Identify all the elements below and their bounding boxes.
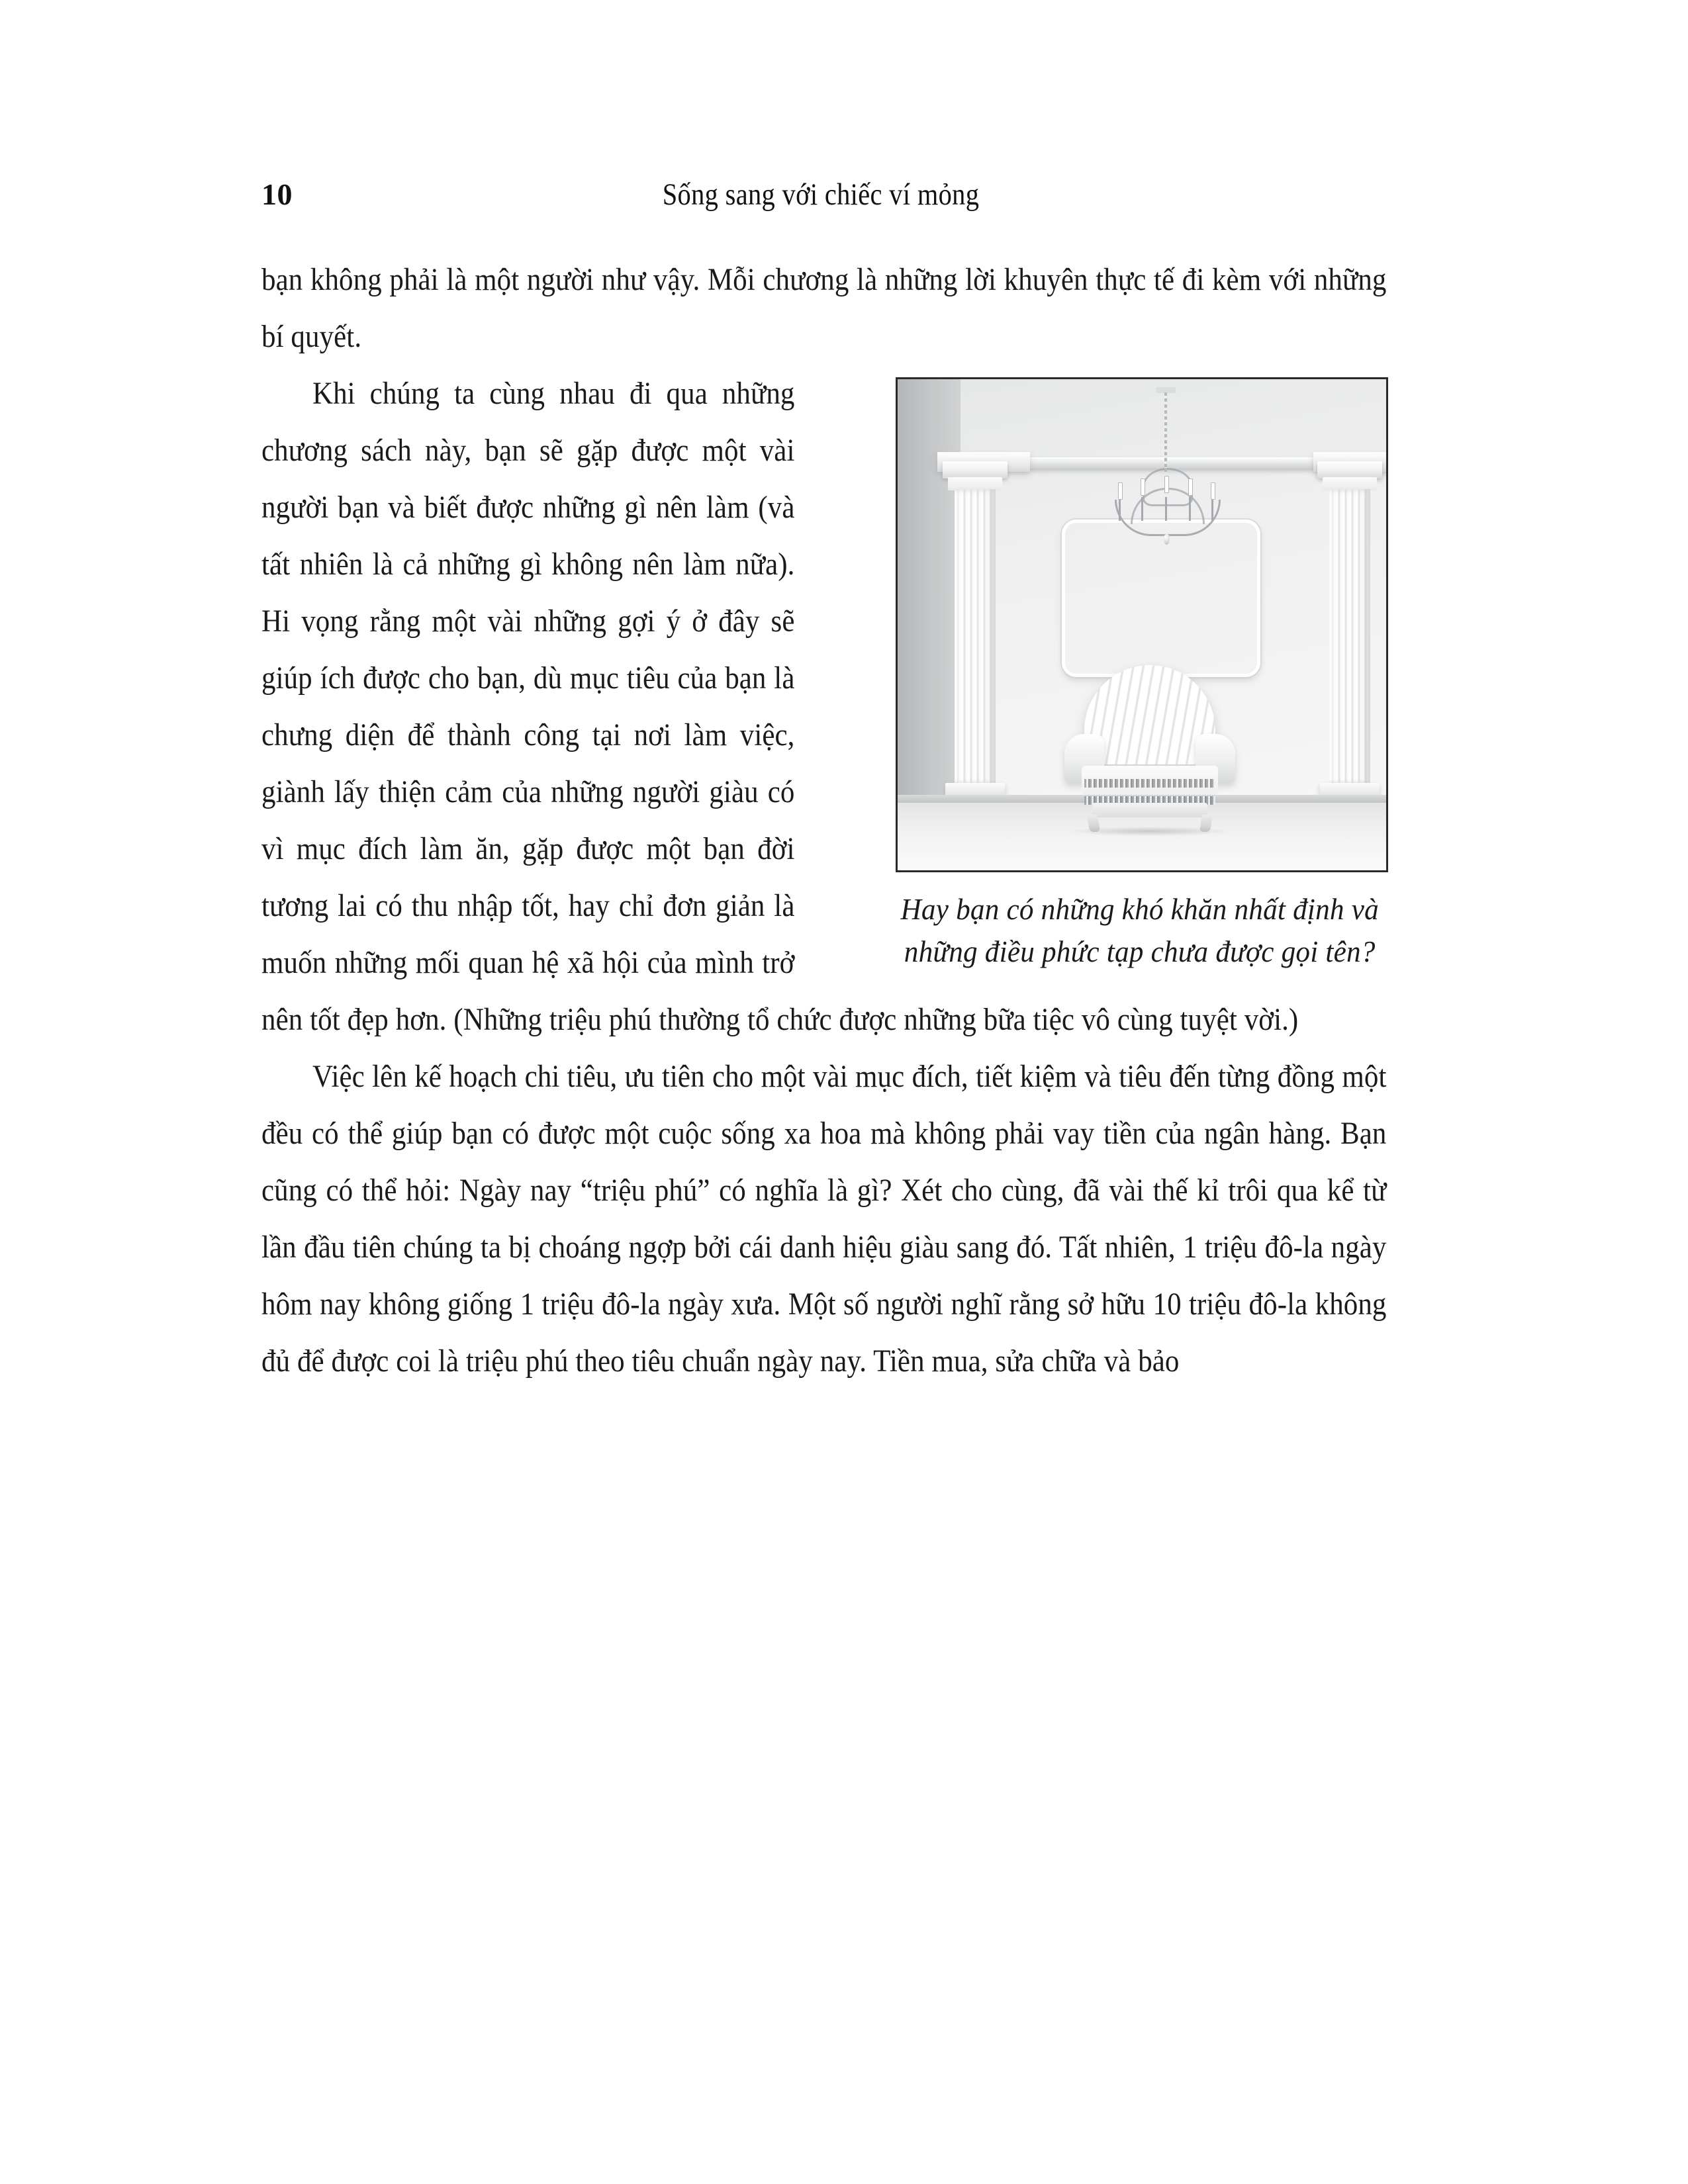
paragraph-2-text: Khi chúng ta cùng nhau đi qua những chương sách này, bạn sẽ gặp được một vài người bạn và biết được những gì nên làm (và tất nhiên là cả những gì không nên làm nữa). Hi vọng rằng một vài những gợi ý ở đây sẽ giúp ích được cho bạn, dù mục tiêu của bạn là chưng diện để thành công tại nơi làm việc, giành lấy thiện cảm của những người giàu có vì mục đích làm ăn, gặp được một bạn đời tương lai có thu nhập tốt, hay chỉ đơn giản là muốn những mối quan hệ xã hội của mình trở nên tốt đẹp hơn. (Những triệu phú thường tổ chức được những bữa tiệc vô cùng tuyệt vời.) [261,376,1299,1037]
figure-caption-text: Hay bạn có những khó khăn nhất định và những điều phức tạp chưa được gọi tên? [900,892,1379,968]
paragraph-2-block [261,365,1387,1048]
page-number: 10 [261,177,293,211]
paragraph-2 [261,365,1387,1048]
paragraph-1-text: bạn không phải là một người như vậy. Mỗi chương là những lời khuyên thực tế đi kèm với những bí quyết. [261,262,1387,354]
running-title: Sống sang với chiếc ví mỏng [662,177,980,212]
paragraph-1 [261,251,1387,365]
paragraph-3 [261,1048,1387,1390]
running-head [261,173,1380,220]
paragraph-3-text: Việc lên kế hoạch chi tiêu, ưu tiên cho một vài mục đích, tiết kiệm và tiêu đến từng đồng một đều có thể giúp bạn có được một cuộc sống xa hoa mà không phải vay tiền của ngân hàng. Bạn cũng có thể hỏi: Ngày nay “triệu phú” có nghĩa là gì? Xét cho cùng, đã vài thế kỉ trôi qua kể từ lần đầu tiên chúng ta bị choáng ngợp bởi cái danh hiệu giàu sang đó. Tất nhiên, 1 triệu đô-la ngày hôm nay không giống 1 triệu đô-la ngày xưa. Một số người nghĩ rằng sở hữu 10 triệu đô-la không đủ để được coi là triệu phú theo tiêu chuẩn ngày nay. Tiền mua, sửa chữa và bảo [261,1059,1387,1379]
text-block [261,251,1387,1390]
